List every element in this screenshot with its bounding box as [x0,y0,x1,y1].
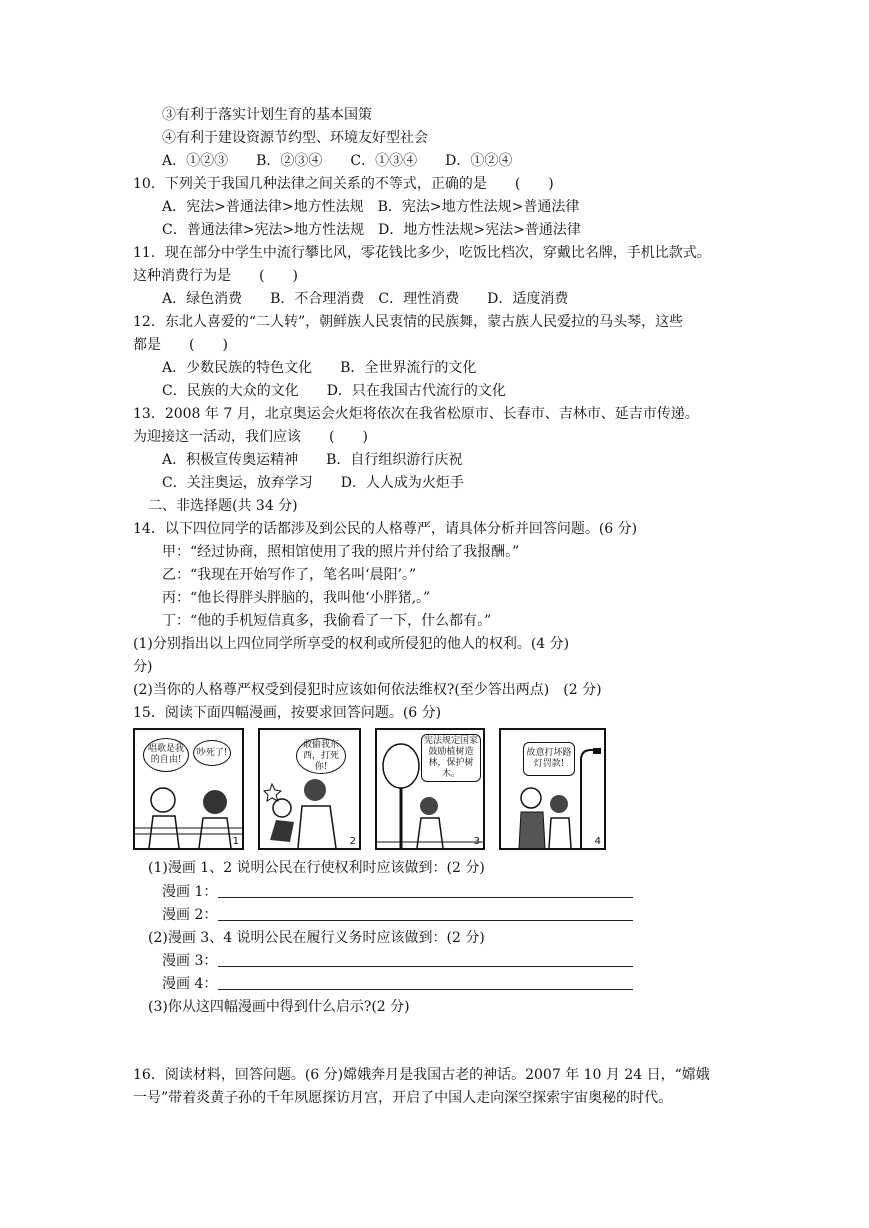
q15-sub2: (2)漫画 3、4 说明公民在履行义务时应该做到：(2 分) [148,930,485,946]
comic-4-bubble-fine: 故意打坏路灯罚款! [523,742,575,776]
comic-panel-3 [375,728,485,850]
q14-sub2: (2)当你的人格尊严权受到侵犯时应该如何依法维权?(至少答出两点) (2 分) [133,682,602,698]
q14-stem: 14．以下四位同学的话都涉及到公民的人格尊严，请具体分析并回答问题。(6 分) [133,521,638,537]
comic-2-drawing [260,730,359,848]
comic-3-bubble-law: 宪法规定国家鼓励植树造林，保护树木。 [421,734,481,782]
comic-4-number: 4 [594,836,601,847]
q10-stem: 10．下列关于我国几种法律之间关系的不等式，正确的是 ( ) [133,176,554,192]
comic-panel-2 [258,728,361,850]
comic-panel-1 [133,728,244,850]
q12-options-ab: A．少数民族的特色文化 B．全世界流行的文化 [162,360,477,376]
comic-4-drawing [501,730,604,848]
comic-1-bubble-sing: 唱歌是我的自由! [143,738,189,772]
q14-ding: 丁：“他的手机短信真多，我偷看了一下，什么都有。” [162,613,492,629]
q13-stem-cont: 为迎接这一活动，我们应该 ( ) [133,429,368,445]
q15-comic2-label: 漫画 2： [162,907,218,923]
q12-options-cd: C．民族的大众的文化 D．只在我国古代流行的文化 [162,383,506,399]
q13-options-cd: C．关注奥运，放弃学习 D．人人成为火炬手 [162,475,464,491]
q15-sub1: (1)漫画 1、2 说明公民在行使权利时应该做到：(2 分) [148,860,485,876]
q14-sub1: (1)分别指出以上四位同学所享受的权利或所侵犯的他人的权利。(4 分) [133,636,570,652]
comic-2-bubble-thief: 敢偷我东西，打死你! [296,738,346,774]
q9-choices: A．①②③ B．②③④ C．①③④ D．①②④ [162,153,513,169]
q16-line2: 一号”带着炎黄子孙的千年夙愿探访月宫，开启了中国人走向深空探索宇宙奥秘的时代。 [133,1090,673,1106]
q9-option-3: ③有利于落实计划生育的基本国策 [162,107,372,123]
q12-stem-cont: 都是 ( ) [133,337,228,353]
q11-stem-cont: 这种消费行为是 ( ) [133,268,298,284]
q15-comic3-label: 漫画 3： [162,953,218,969]
comic-3-drawing [377,730,483,848]
comic-1-bubble-noisy: 吵死了! [193,740,231,766]
q14-yi: 乙：“我现在开始写作了，笔名叫‘晨阳’。” [162,567,417,583]
comic-1-number: 1 [232,836,239,847]
comic-1-drawing [135,730,242,848]
q11-stem: 11．现在部分中学生中流行攀比风，零花钱比多少，吃饭比档次，穿戴比名牌，手机比款式。 [133,245,711,261]
q10-options-cd: C．普通法律>宪法>地方性法规 D．地方性法规>宪法>普通法律 [162,222,581,238]
comic-panel-4 [499,728,606,850]
q15-comic3-answer-line[interactable] [218,966,633,967]
comic-2-number: 2 [349,836,356,847]
q15-comic1-label: 漫画 1： [162,884,218,900]
q13-options-ab: A．积极宣传奥运精神 B．自行组织游行庆祝 [162,452,463,468]
q9-option-4: ④有利于建设资源节约型、环境友好型社会 [162,130,428,146]
q14-jia: 甲：“经过协商，照相馆使用了我的照片并付给了我报酬。” [162,544,520,560]
q15-comic4-label: 漫画 4： [162,976,218,992]
q15-comic1-answer-line[interactable] [218,897,633,898]
q15-comic2-answer-line[interactable] [218,920,633,921]
q15-comic4-answer-line[interactable] [218,989,633,990]
q10-options-ab: A．宪法>普通法律>地方性法规 B．宪法>地方性法规>普通法律 [162,199,580,215]
q14-sub1-tail: 分) [133,659,153,675]
q15-sub3: (3)你从这四幅漫画中得到什么启示?(2 分) [148,999,410,1015]
q14-bing: 丙：“他长得胖头胖脑的，我叫他‘小胖猪,。” [162,590,431,606]
q13-stem: 13．2008 年 7 月，北京奥运会火炬将依次在我省松原市、长春市、吉林市、延吉市传递。 [133,406,699,422]
section-heading: 二、非选择题(共 34 分) [148,498,298,514]
q11-options: A．绿色消费 B．不合理消费 C．理性消费 D．适度消费 [162,291,569,307]
q15-stem: 15．阅读下面四幅漫画，按要求回答问题。(6 分) [133,705,442,721]
q16-line1: 16．阅读材料，回答问题。(6 分)嫦娥奔月是我国古老的神话。2007 年 10 月 24 日，“嫦娥 [133,1067,710,1083]
comic-3-number: 3 [473,836,480,847]
q12-stem: 12．东北人喜爱的“二人转”，朝鲜族人民衷情的民族舞，蒙古族人民爱拉的马头琴，这些 [133,314,684,330]
